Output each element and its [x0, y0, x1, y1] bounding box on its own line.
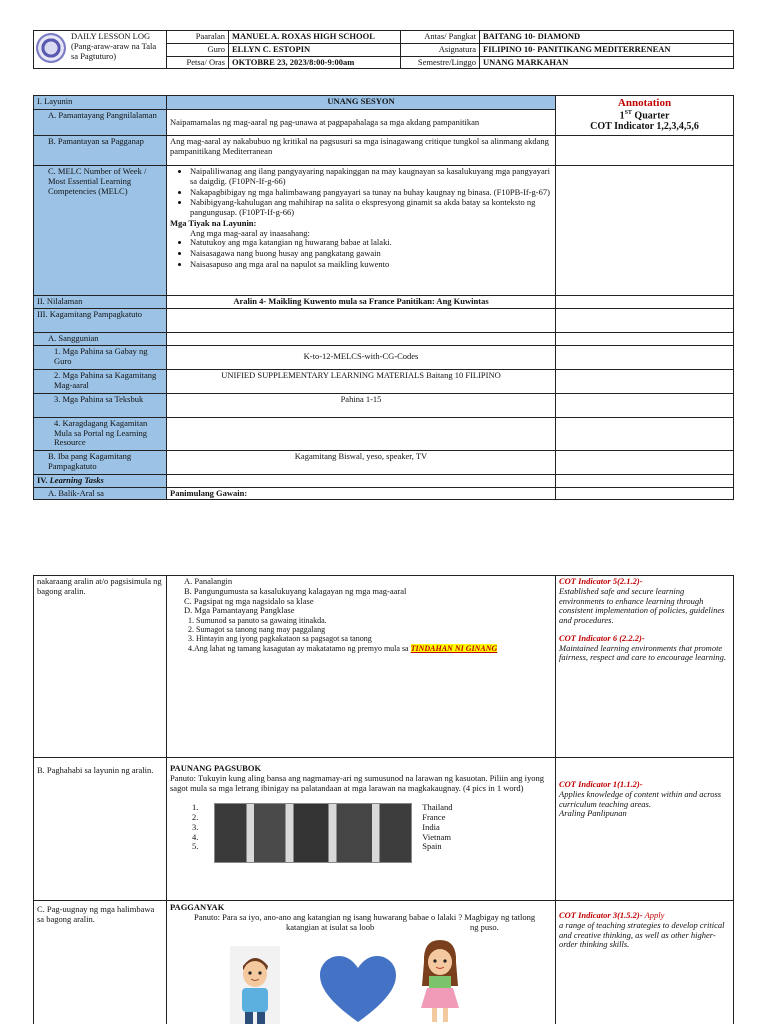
annotation-cell: [556, 474, 734, 487]
list-item: [170, 644, 552, 653]
list-item: 1. Sumunod sa panuto sa gawaing itinakda.: [188, 616, 327, 626]
costume-photo: [214, 803, 412, 863]
list-item: Spain: [422, 841, 442, 852]
paghahabi-content: [167, 758, 556, 901]
list-item: 2.: [192, 812, 199, 823]
paaralan-label: Paaralan: [167, 31, 229, 44]
list-item: 2. Sumagot sa tanong nang may paggalang: [188, 625, 326, 635]
gabay-label: 1. Mga Pahina sa Gabay ng Guro: [34, 345, 167, 369]
annotation-cell: [556, 576, 734, 758]
annotation-cell: [556, 345, 734, 369]
guro-label: Guro: [167, 43, 229, 56]
pag-uugnay-content: [167, 901, 556, 1024]
annotation-cell: [556, 166, 734, 296]
kagamitang-ma-value: UNIFIED SUPPLEMENTARY LEARNING MATERIALS Baitang 10 FILIPINO: [167, 369, 556, 393]
annotation-cell: [556, 369, 734, 393]
pamantayan-pagganap-value: Ang mag-aaral ay nakabubuo ng kritikal na pagsusuri sa mga isinagawang critique tungkol sa alinmang akdang pampanitikang Mediterranean: [167, 136, 556, 166]
annotation-cell: [556, 450, 734, 474]
antas-value: BAITANG 10- DIAMOND: [480, 31, 734, 44]
pamantayang-pangnilalaman-label: A. Pamantayang Pangnilalaman: [34, 110, 167, 136]
annotation-cell: [556, 296, 734, 309]
heart-icon: [320, 956, 396, 1024]
list-item: 3.: [192, 821, 199, 832]
list-item: • Nabibigyang-kahulugan ang mahihirap na salita o ekspresyong ginamit sa akda batay sa konteksto ng pangungusap. (F10PT-If-g-66): [190, 198, 552, 218]
cot-indicators: COT Indicator 1,2,3,4,5,6: [590, 121, 699, 133]
sub4-text: 4.Ang lahat ng tamang kasagutan ay makatatamo ng premyo mula sa: [188, 643, 411, 653]
dll-title: DAILY LESSON LOG (Pang-araw-araw na Tala sa Pagtuturo): [71, 31, 157, 61]
logo-cell: [34, 31, 167, 69]
sanggunian-label: A. Sanggunian: [34, 333, 167, 346]
cot-indicator-1-title: COT Indicator 1(1.1.2)-: [559, 779, 643, 789]
annotation-cell: [556, 393, 734, 417]
cot-indicator-3-title-rest: Apply: [642, 910, 665, 920]
petsa-label: Petsa/ Oras: [167, 56, 229, 69]
annotation-cell: [556, 333, 734, 346]
list-item: Thailand: [422, 802, 453, 813]
nilalaman-value: Aralin 4- Maikling Kuwento mula sa France Panitikan: Ang Kuwintas: [167, 296, 556, 309]
paghahabi-label: B. Paghahabi sa layunin ng aralin.: [34, 758, 167, 901]
list-item: • Naisasapuso ang mga aral na napulot sa maikling kuwento: [190, 260, 552, 270]
list-item: India: [422, 821, 440, 832]
melc-label: C. MELC Number of Week / Most Essential Learning Competencies (MELC): [34, 166, 167, 296]
number-list: [192, 803, 212, 852]
list-item: Vietnam: [422, 831, 452, 842]
character-images: [170, 934, 552, 1024]
guro-value: ELLYN C. ESTOPIN: [229, 43, 401, 56]
tiyak-title: Mga Tiyak na Layunin:: [170, 217, 257, 228]
melc-content: [167, 166, 556, 296]
iba-value: Kagamitang Biswal, yeso, speaker, TV: [167, 450, 556, 474]
list-item: • Nakapagbibigay ng mga halimbawang pangyayari sa tunay na buhay kaugnay ng binasa. (F10PB-If-g-67): [190, 188, 552, 198]
pagganyak-text-line: [170, 923, 552, 934]
pamantayan-pagganap-label: B. Pamantayan sa Pagganap: [34, 136, 167, 166]
cot-indicator-3-title: COT Indicator 3(1.5.2)-: [559, 910, 643, 920]
panimula-label: Panimulang Gawain:: [167, 487, 556, 500]
quarter-num: 1: [619, 109, 625, 121]
teksbuk-value: Pahina 1-15: [167, 393, 556, 417]
quarter-label: [559, 110, 730, 122]
iba-label: B. Iba pang Kagamitang Pampagkatuto: [34, 450, 167, 474]
tiyak-list: [190, 238, 552, 269]
cot-indicator-6-title: COT Indicator 6 (2.2.2)-: [559, 632, 645, 643]
list-item: A. Panalangin: [184, 576, 233, 586]
layunin-label: I. Layunin: [34, 96, 167, 110]
tiyak-intro: Ang mga mag-aaral ay inaasahang:: [190, 227, 310, 238]
annotation-cell: [556, 417, 734, 450]
list-item: 5.: [192, 841, 199, 852]
melc-list: [190, 167, 552, 218]
list-item: France: [422, 812, 446, 823]
lesson-table-part1: [33, 95, 734, 500]
gabay-value: K-to-12-MELCS-with-CG-Codes: [167, 345, 556, 369]
cot-indicator-1-text: Applies knowledge of content within and across curriculum teaching areas.: [559, 788, 722, 809]
pics-row: [170, 803, 552, 863]
paunang-title: PAUNANG PAGSUBOK: [170, 763, 262, 773]
cot-indicator-6-text: Maintained learning environments that promote fairness, respect and care to encourage learning.: [559, 642, 726, 663]
list-item: B. Pangungumusta sa kasalukuyang kalagayan ng mga mag-aaral: [184, 585, 407, 596]
petsa-value: OKTOBRE 23, 2023/8:00-9:00am: [229, 56, 401, 69]
semestre-value: UNANG MARKAHAN: [480, 56, 734, 69]
annotation-cell: [556, 309, 734, 333]
paaralan-value: MANUEL A. ROXAS HIGH SCHOOL: [229, 31, 401, 44]
portal-label: 4. Karagdagang Kagamitan Mula sa Portal ng Learning Resource: [34, 417, 167, 450]
quarter-text: Quarter: [631, 109, 670, 121]
school-seal-icon: [36, 33, 66, 63]
kagamitang-label: III. Kagamitang Pampagkatuto: [34, 309, 167, 333]
list-item: 1.: [192, 802, 199, 813]
lesson-table-part2: [33, 575, 734, 1024]
list-item: 3. Hintayin ang iyong pagkakataon sa pagsagot sa tanong: [188, 634, 372, 644]
header-table: [33, 30, 734, 69]
list-item: • Naisasagawa nang buong husay ang pangkatang gawain: [190, 249, 552, 259]
list-item: • Natutukoy ang mga katangian ng huwarang babae at lalaki.: [190, 238, 552, 248]
learning-tasks-label: [34, 474, 167, 487]
balik-aral-label: A. Balik-Aral sa: [34, 487, 167, 500]
annotation-cell: [556, 487, 734, 500]
annotation-title: Annotation: [617, 97, 672, 109]
semestre-label: Semestre/Linggo: [401, 56, 480, 69]
list-item: C. Pagsipat ng mga nagsidalo sa klase: [184, 595, 314, 606]
pagganyak-text-b: katangian at isulat sa loob: [286, 921, 375, 932]
antas-label: Antas/ Pangkat: [401, 31, 480, 44]
annotation-cell: [556, 758, 734, 901]
kagamitang-value: [167, 309, 556, 333]
sanggunian-value: [167, 333, 556, 346]
list-item: D. Mga Pamantayang Pangklase: [184, 605, 295, 616]
teksbuk-label: 3. Mga Pahina sa Teksbuk: [34, 393, 167, 417]
tasks-label: Learning Tasks: [49, 474, 104, 485]
learning-tasks-value: [167, 474, 556, 487]
quarter-sup: ST: [624, 109, 632, 116]
annotation-cell: [556, 136, 734, 166]
kagamitang-ma-label: 2. Mga Pahina sa Kagamitang Mag-aaral: [34, 369, 167, 393]
pagganyak-text-a: Panuto: Para sa iyo, ano-ano ang katangian ng isang huwarang babae o lalaki ? Magbigay ng tatlong: [194, 911, 536, 922]
list-item: • Naipaliliwanag ang ilang pangyayaring napakinggan na may kaugnayan sa kasalukuyang mga pangyayari sa daigdig. (F10PN-If-g-66): [190, 167, 552, 187]
paunang-text: Panuto: Tukuyin kung aling bansa ang nagmamay-ari ng sumusunod na larawan ng kasuotan. Piliin ang iyong sagot mula sa mga letrang ibinigay na palatandaan at mga larawan na magkakaugnay. (4 pics in 1 word): [170, 772, 544, 793]
list-item: 4.: [192, 831, 199, 842]
asignatura-value: FILIPINO 10- PANITIKANG MEDITERRENEAN: [480, 43, 734, 56]
nilalaman-label: II. Nilalaman: [34, 296, 167, 309]
tasks-prefix: IV.: [37, 474, 50, 485]
cot-indicator-3-text: a range of teaching strategies to develop critical and creative thinking, as well as other higher-order thinking skills.: [559, 919, 725, 950]
cot-indicator-5-text: Established safe and secure learning environments to enhance learning through consistent implementation of policies, guidelines and procedures.: [559, 585, 725, 626]
cot-indicator-1-sub: Araling Panlipunan: [559, 808, 627, 819]
panimula-content: [167, 576, 556, 758]
sesyon-title: UNANG SESYON: [167, 96, 556, 110]
pagganyak-title: PAGGANYAK: [170, 902, 225, 912]
highlight-text: TINDAHAN NI GINANG: [410, 643, 498, 653]
pamantayang-pangnilalaman-value: Naipamamalas ng mag-aaral ng pag-unawa at pagpapahalaga sa mga akdang pampanitikan: [167, 110, 556, 136]
portal-value: [167, 417, 556, 450]
balik-aral-label-cont: nakaraang aralin at/o pagsisimula ng bagong aralin.: [34, 576, 167, 758]
annotation-cell: [556, 901, 734, 1024]
annotation-header: [556, 96, 734, 136]
boy-illustration: [230, 946, 280, 1024]
country-list: [422, 803, 452, 852]
asignatura-label: Asignatura: [401, 43, 480, 56]
girl-illustration: [415, 936, 465, 1024]
pag-uugnay-label: C. Pag-uugnay ng mga halimbawa sa bagong aralin.: [34, 901, 167, 1024]
pagganyak-text-c: ng puso.: [470, 921, 499, 932]
cot-indicator-5-title: COT Indicator 5(2.1.2)-: [559, 576, 643, 586]
